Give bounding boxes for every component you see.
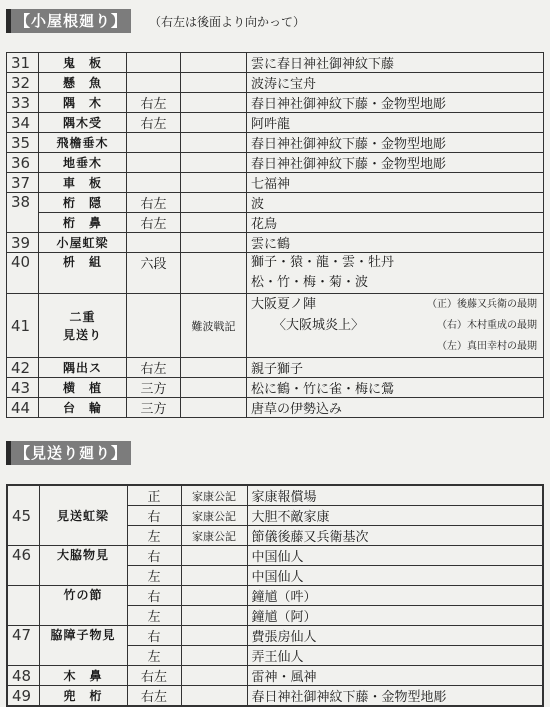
source [181, 566, 247, 586]
source: 家康公記 [181, 485, 247, 506]
description-note: （正）後藤又兵衛の最期 [427, 299, 537, 310]
description: 春日神社御神紋下藤・金物型地彫 [247, 93, 544, 113]
section-title: 【見送り廻り】 [6, 441, 131, 465]
part-name: 兜 桁 [39, 686, 127, 707]
row-number: 49 [7, 686, 39, 707]
description-line [251, 315, 543, 336]
source [181, 378, 247, 398]
source: 難波戦記 [181, 294, 247, 358]
source [181, 686, 247, 707]
part-name: 小屋虹梁 [39, 233, 127, 253]
source [181, 93, 247, 113]
table-row [7, 358, 544, 378]
part-name: 台 輪 [39, 398, 127, 418]
row-number: 35 [7, 133, 39, 153]
side: 右 [127, 586, 181, 606]
row-number: 37 [7, 173, 39, 193]
section-header-miokuri [6, 440, 131, 466]
source [181, 53, 247, 73]
table-row [7, 253, 544, 294]
side [127, 53, 181, 73]
row-number: 44 [7, 398, 39, 418]
table-row [7, 53, 544, 73]
source [181, 193, 247, 213]
row-number: 43 [7, 378, 39, 398]
source [181, 646, 247, 666]
description: 親子獅子 [247, 358, 544, 378]
row-number: 48 [7, 666, 39, 686]
description: 花鳥 [247, 213, 544, 233]
side: 三方 [127, 378, 181, 398]
description [247, 294, 544, 358]
side [127, 133, 181, 153]
side [127, 294, 181, 358]
part-name: 懸 魚 [39, 73, 127, 93]
table-row [7, 193, 544, 213]
description-line [251, 336, 543, 357]
section-title: 【小屋根廻り】 [6, 9, 131, 33]
part-name: 竹の節 [39, 586, 127, 626]
source [181, 606, 247, 626]
side: 右左 [127, 358, 181, 378]
part-name: 飛檐垂木 [39, 133, 127, 153]
table-row [7, 213, 544, 233]
source [181, 73, 247, 93]
row-number: 41 [7, 294, 39, 358]
part-name [39, 294, 127, 358]
part-name: 隅 木 [39, 93, 127, 113]
row-number: 34 [7, 113, 39, 133]
part-name: 鬼 板 [39, 53, 127, 73]
description: 波涛に宝舟 [247, 73, 544, 93]
table-row [7, 93, 544, 113]
side: 右左 [127, 666, 181, 686]
source [181, 173, 247, 193]
table-row [7, 666, 543, 686]
part-name: 車 板 [39, 173, 127, 193]
part-name-line: 二重 [69, 309, 96, 324]
source [181, 153, 247, 173]
table-row [7, 686, 543, 707]
part-name: 地垂木 [39, 153, 127, 173]
source: 家康公記 [181, 506, 247, 526]
side: 左 [127, 566, 181, 586]
source [181, 666, 247, 686]
table-row [7, 626, 543, 646]
row-number: 46 [7, 546, 39, 586]
source [181, 626, 247, 646]
part-name: 桁 隠 [39, 193, 127, 213]
row-number: 39 [7, 233, 39, 253]
side: 左 [127, 606, 181, 626]
side: 右左 [127, 113, 181, 133]
table-row [7, 485, 543, 506]
source [181, 253, 247, 294]
description: 春日神社御神紋下藤・金物型地彫 [247, 686, 543, 707]
source: 家康公記 [181, 526, 247, 546]
row-number: 31 [7, 53, 39, 73]
row-number: 40 [7, 253, 39, 294]
side: 右左 [127, 213, 181, 233]
source [181, 358, 247, 378]
part-name: 大脇物見 [39, 546, 127, 586]
part-name: 隅木受 [39, 113, 127, 133]
side [127, 73, 181, 93]
table-row [7, 113, 544, 133]
section-note: （右左は後面より向かって） [149, 14, 306, 29]
side: 六段 [127, 253, 181, 294]
table-row [7, 294, 544, 358]
description-line: 獅子・猿・龍・雲・牡丹 [251, 255, 395, 270]
source [181, 133, 247, 153]
part-name: 木 鼻 [39, 666, 127, 686]
side: 右 [127, 506, 181, 526]
miokuri-table [6, 484, 544, 707]
table-row [7, 173, 544, 193]
description: 阿吽龍 [247, 113, 544, 133]
row-number: 36 [7, 153, 39, 173]
description: 中国仙人 [247, 546, 543, 566]
description: 松に鶴・竹に雀・梅に鶯 [247, 378, 544, 398]
side: 正 [127, 485, 181, 506]
description: 節儀後藤又兵衛基次 [247, 526, 543, 546]
side: 右左 [127, 686, 181, 707]
part-name: 横 植 [39, 378, 127, 398]
side: 三方 [127, 398, 181, 418]
description: 雲に春日神社御神紋下藤 [247, 53, 544, 73]
source [181, 586, 247, 606]
description-text: 大阪夏ノ陣 [251, 297, 317, 312]
description: 春日神社御神紋下藤・金物型地彫 [247, 133, 544, 153]
description-note: （右）木村重成の最期 [437, 320, 537, 331]
part-name: 枡 組 [39, 253, 127, 294]
row-number: 33 [7, 93, 39, 113]
description: 春日神社御神紋下藤・金物型地彫 [247, 153, 544, 173]
part-name-line: 見送り [62, 327, 102, 342]
source [181, 398, 247, 418]
table-row [7, 378, 544, 398]
source [181, 113, 247, 133]
part-name: 見送虹梁 [39, 485, 127, 546]
side [127, 173, 181, 193]
side: 左 [127, 646, 181, 666]
table-row [7, 398, 544, 418]
description: 鐘馗（吽） [247, 586, 543, 606]
description: 唐草の伊勢込み [247, 398, 544, 418]
row-number: 45 [7, 485, 39, 546]
source [181, 213, 247, 233]
roof-table [6, 52, 544, 418]
side: 右 [127, 626, 181, 646]
part-name: 隅出ス [39, 358, 127, 378]
table-row [7, 233, 544, 253]
side [127, 153, 181, 173]
row-number [7, 586, 39, 626]
description: 鐘馗（阿） [247, 606, 543, 626]
table-row [7, 73, 544, 93]
description [247, 253, 544, 294]
description: 家康報償場 [247, 485, 543, 506]
description: 波 [247, 193, 544, 213]
table-row [7, 546, 543, 566]
source [181, 546, 247, 566]
table-row [7, 586, 543, 606]
side: 右左 [127, 193, 181, 213]
description: 七福神 [247, 173, 544, 193]
row-number: 38 [7, 193, 39, 233]
section-header-roof [6, 8, 305, 34]
row-number: 42 [7, 358, 39, 378]
description: 費張房仙人 [247, 626, 543, 646]
side: 左 [127, 526, 181, 546]
source [181, 233, 247, 253]
description: 中国仙人 [247, 566, 543, 586]
row-number: 47 [7, 626, 39, 666]
description: 大胆不敵家康 [247, 506, 543, 526]
table-row [7, 153, 544, 173]
description: 雷神・風神 [247, 666, 543, 686]
table-row [7, 133, 544, 153]
description-text: 〈大阪城炎上〉 [273, 318, 365, 333]
side [127, 233, 181, 253]
description: 雲に鶴 [247, 233, 544, 253]
row-number: 32 [7, 73, 39, 93]
description-line [251, 294, 543, 315]
side: 右 [127, 546, 181, 566]
part-name: 脇障子物見 [39, 626, 127, 666]
description-line: 松・竹・梅・菊・波 [251, 275, 369, 290]
side: 右左 [127, 93, 181, 113]
description: 弄王仙人 [247, 646, 543, 666]
part-name: 桁 鼻 [39, 213, 127, 233]
description-note: （左）真田幸村の最期 [437, 341, 537, 352]
